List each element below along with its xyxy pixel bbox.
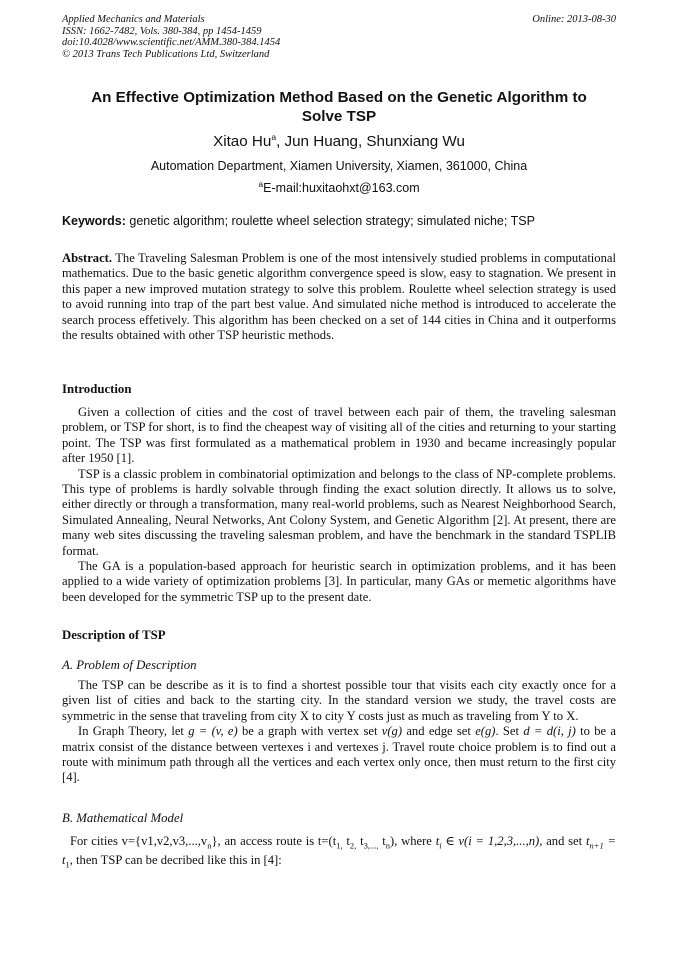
subscript: 3,..., — [363, 840, 379, 851]
subscript: 1 — [65, 859, 70, 870]
text-run: t — [356, 834, 364, 848]
text-run: be a graph with vertex set — [237, 724, 382, 739]
keywords-text: genetic algorithm; roulette wheel selection strategy; simulated niche; TSP — [125, 214, 535, 228]
model-body — [62, 832, 616, 870]
desc-paragraph-a1: The TSP can be describe as it is to find a shortest possible tour that visits each city exactly once for a given list of cities and back to the starting city. In the standard version we study, the travel costs are symmetric in the sense that traveling from city X to city Y costs just as much as traveling from Y to X. — [62, 678, 616, 723]
text-run: and edge set — [402, 724, 476, 739]
subsection-a: A. Problem of Description — [62, 658, 197, 672]
math-vg: v(g) — [381, 724, 403, 739]
subscript: n+1 — [589, 840, 604, 851]
math-membership: ∈ v(i = 1,2,3,...,n) — [441, 834, 540, 848]
authors — [62, 133, 616, 150]
title-line-2: Solve TSP — [301, 107, 377, 125]
math-equals: = t — [62, 834, 616, 867]
text-run: In Graph Theory, let — [78, 724, 189, 739]
math-t: t — [585, 834, 590, 848]
text-run: , then TSP can be decribed like this in [4]: — [69, 853, 282, 867]
math-d: d = d(i, j) — [523, 724, 576, 739]
math-g: g = (v, e) — [188, 724, 238, 739]
journal-header — [62, 14, 280, 60]
journal-name: Applied Mechanics and Materials — [62, 14, 205, 25]
introduction-body — [62, 405, 616, 605]
title-line-1: An Effective Optimization Method Based on the Genetic Algorithm to — [91, 89, 587, 106]
section-heading-introduction: Introduction — [62, 382, 132, 396]
intro-paragraph-2: TSP is a classic problem in combinatorial optimization and belongs to the class of NP-complete problems. This type of problems is hardly solvable through finding the exact solution directly. It allows us to solve, either directly or through a transformation, many real-world problems, such as Nearest Neighborhood Search, Simulated Annealing, Neural Networks, Ant Colony System, and Genetic Algorithm [2]. At present, there are many web sites discussing the traveling salesman problem, and have the benchmark in the standard TSPLIB format. — [62, 466, 616, 558]
subscript: i — [439, 840, 442, 851]
intro-paragraph-1: Given a collection of cities and the cost of travel between each pair of them, the traveling salesman problem, or TSP for short, is to find the cheapest way of visiting all of the cities and returning to your starting point. The TSP was first formulated as a mathematical problem in 1930 and became increasingly popular after 1950 [1]. — [62, 405, 616, 466]
online-date: Online: 2013-08-30 — [532, 14, 616, 25]
math-eg: e(g) — [475, 724, 496, 739]
text-run: ), where — [390, 834, 436, 848]
copyright-line: © 2013 Trans Tech Publications Ltd, Switzerland — [62, 48, 270, 60]
intro-paragraph-3: The GA is a population-based approach for heuristic search in optimization problems, and it has been applied to a wide variety of optimization problems [3]. In particular, many GAs or memetic algorithms have been developed for the symmetric TSP up to the present date. — [62, 559, 616, 604]
math-t: t — [435, 834, 440, 848]
text-run: , and set — [539, 834, 586, 848]
desc-paragraph-a2 — [62, 724, 616, 786]
email — [62, 178, 616, 195]
subscript: n — [385, 840, 390, 851]
subscript: 1, — [336, 840, 343, 851]
text-run: to be a matrix consist of the distance between vertexes i and vertexes j. Travel route choice problem is to find out a route with minimum path through all the vertices and each vertex only once, then must return to the first city [4]. — [62, 724, 616, 785]
description-body — [62, 678, 616, 786]
text-run: . Set — [495, 724, 524, 739]
text-run: For cities v={v1,v2,v3,...,v — [70, 834, 208, 848]
subsection-b: B. Mathematical Model — [62, 811, 184, 825]
doi-line: doi:10.4028/www.scientific.net/AMM.380-384.1454 — [62, 37, 281, 48]
section-heading-description: Description of TSP — [62, 628, 166, 642]
email-text: E-mail:huxitaohxt@163.com — [263, 181, 420, 195]
text-run: }, an access route is t=(t — [211, 834, 337, 848]
affiliation: Automation Department, Xiamen University, Xiamen, 361000, China — [150, 159, 528, 173]
abstract-label: Abstract. — [62, 251, 113, 265]
email-sup: a — [258, 178, 264, 189]
model-paragraph — [62, 832, 616, 870]
keywords — [62, 214, 616, 228]
other-authors: , Jun Huang, Shunxiang Wu — [276, 133, 465, 150]
subscript: 2, — [349, 840, 357, 851]
keywords-label: Keywords: — [62, 214, 126, 228]
first-author: Xitao Hu — [213, 133, 272, 150]
subscript: n — [207, 840, 212, 851]
abstract — [62, 251, 616, 343]
abstract-text: The Traveling Salesman Problem is one of the most intensively studied problems in computational mathematics. Due to the basic genetic algorithm convergence speed is slow, easy to stagnation. We present in this paper a new improved mutation strategy to solve this problem. Roulette wheel selection strategy is used to avoid running into trap of the part best value. And simulated niche method is introduced to accelerate the search process effetively. This algorithm has been checked on a set of 144 cities in China and it outperforms the results obtained with other TSP heuristic methods. — [62, 251, 616, 343]
issn-line: ISSN: 1662-7482, Vols. 380-384, pp 1454-1459 — [62, 25, 262, 37]
paper-title — [62, 89, 616, 126]
text-run: t — [342, 834, 350, 848]
author-sup: a — [271, 131, 277, 142]
text-run: t — [378, 834, 386, 848]
